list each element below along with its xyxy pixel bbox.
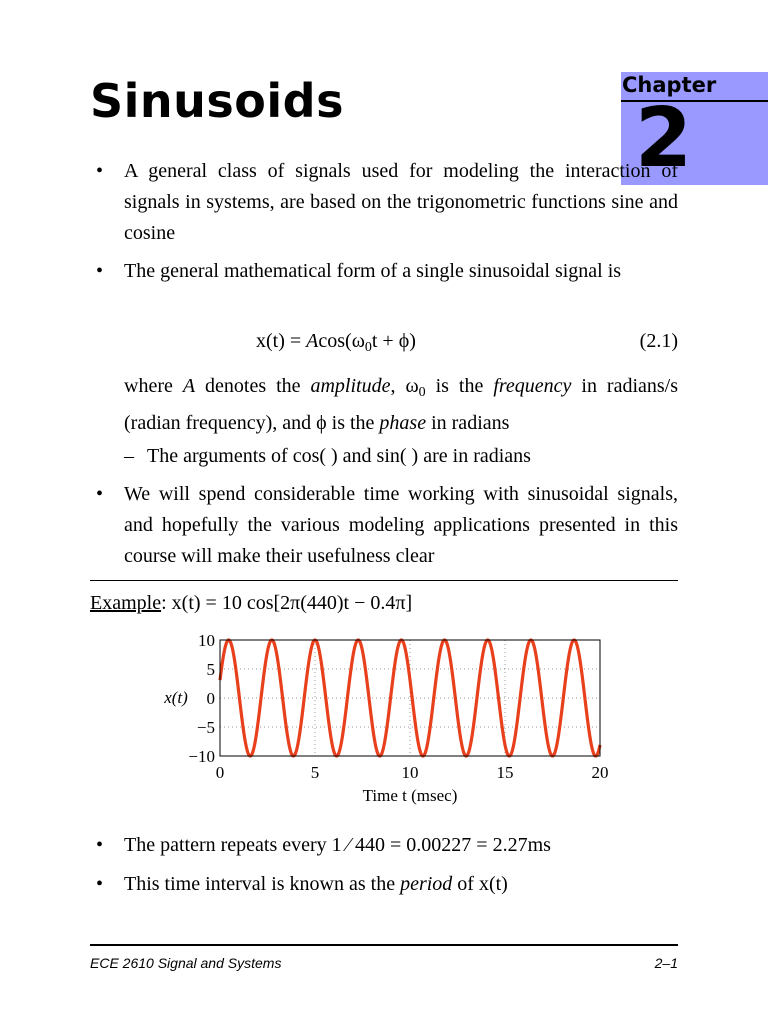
y-tick-label: −5 [196,718,215,737]
bullet-dot: • [96,834,104,856]
y-axis-label: x(t) [164,688,188,707]
bullet-text: We will spend considerable time working with sinusoidal signals, and hopefully the various modeling applications presented in this course will make their usefulness clear [124,483,678,567]
equation-body: $x(t) = Acos(\omega_0t + \phi)$ [256,330,416,355]
footer-course: ECE 2610 Signal and Systems [90,955,282,971]
sub-bullet-dash: – [124,445,134,467]
bullet-text: The general mathematical form of a single sinusoidal signal is [124,260,622,282]
page-title: Sinusoids [90,74,344,128]
footer-page-number: 2–1 [654,955,678,971]
x-tick-label: 20 [591,763,609,782]
bullet-general-form [96,256,678,287]
footer-rule [90,944,678,946]
where-paragraph: where A denotes the amplitude, $\omega_0$ is the frequency in radians/s (radian frequency), and ϕ is the phase in radians [124,375,679,434]
bullet-text: A general class of signals used for modeling the interaction of signals in systems, are based on the trigonometric functions sine and cosine [124,160,678,244]
bullet-considerable-time [96,479,678,572]
term-period: period [400,873,453,895]
sub-bullet-text: The arguments of cos( ) and sin( ) are in radians [147,445,531,467]
bullet-dot: • [96,160,104,182]
bullet-dot: • [96,483,104,505]
bullet-signal-class [96,156,678,249]
term-frequency: frequency [493,375,572,397]
example-label: Example [90,592,162,614]
sinusoid-chart [150,630,620,812]
equation-number: (2.1) [639,330,678,352]
equation-2-1 [124,326,678,357]
y-tick-labels [188,631,215,766]
term-amplitude: amplitude [310,375,391,397]
bullet-dot: • [96,260,104,282]
x-axis-label: Time t (msec) [362,786,458,805]
y-tick-label: 10 [198,631,215,650]
bullet-pattern-repeats [96,830,678,861]
section-divider [90,580,678,581]
bullet-text: This time interval is known as the period of x(t) [124,873,508,895]
x-tick-label: 10 [401,763,419,782]
example-formula: x(t) = 10 cos[2π(440)t − 0.4π] [171,592,413,614]
example-line: Example: x(t) = 10 cos[2π(440)t − 0.4π] [90,592,413,614]
sub-bullet-radians [124,441,678,472]
x-tick-label: 5 [310,763,320,782]
y-tick-label: 0 [206,689,215,708]
bullet-dot: • [96,873,104,895]
x-tick-labels [216,763,609,782]
y-tick-label: −10 [188,747,215,766]
x-tick-label: 15 [496,763,514,782]
x-tick-label: 0 [215,763,225,782]
bullet-text: The pattern repeats every 1 ⁄ 440 = 0.00227 = 2.27ms [124,834,551,856]
chapter-number: 2 [635,91,693,186]
y-tick-label: 5 [206,660,215,679]
chapter-label: Chapter [621,72,768,102]
bullet-period [96,869,678,900]
term-phase: phase [379,412,427,434]
